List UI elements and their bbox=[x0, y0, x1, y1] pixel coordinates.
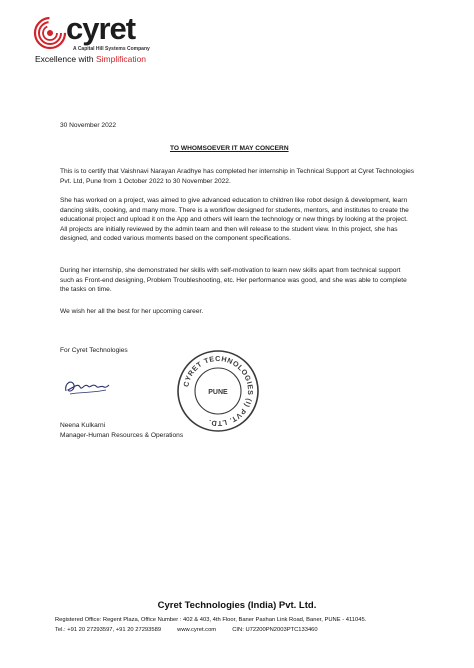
paragraph-performance: During her internship, she demonstrated her skills with self-motivation to learn new skills apart from technical support such as Front-end designing, Problem Troubleshooting, etc. Her performance was good, and she was able to complete the tasks on time. bbox=[60, 267, 407, 294]
tagline-highlight: Simplification bbox=[95, 54, 147, 64]
paragraph-wishes: We wish her all the best for her upcoming career. bbox=[60, 308, 204, 315]
footer-company-name: Cyret Technologies (India) Pvt. Ltd. bbox=[157, 600, 317, 611]
tagline-prefix: Excellence with bbox=[35, 54, 96, 64]
svg-text:CYRET TECHNOLOGIES (I) PVT. LT: CYRET TECHNOLOGIES (I) PVT. LTD. bbox=[181, 353, 256, 429]
signatory-title: Manager-Human Resources & Operations bbox=[60, 432, 184, 439]
handwritten-signature bbox=[62, 373, 112, 399]
tagline bbox=[35, 54, 146, 64]
signatory-name: Neena Kulkarni bbox=[60, 422, 106, 429]
logo-wordmark: cyret bbox=[66, 11, 136, 46]
letter-date: 30 November 2022 bbox=[60, 122, 117, 129]
logo-subtitle: A Capital Hill Systems Company bbox=[73, 46, 150, 52]
footer-address: Registered Office: Regent Plaza, Office Number : 402 & 403, 4th Floor, Baner Pashan Link Road, Baner, PUNE - 411045. bbox=[55, 617, 367, 623]
paragraph-certification: This is to certify that Vaishnavi Narayan Aradhye has completed her internship in Technical Support at Cyret Technologies Pvt. Ltd, Pune from 1 October 2022 to 30 November 2022. bbox=[60, 168, 415, 185]
company-stamp bbox=[175, 348, 261, 434]
letter-subject: TO WHOMSOEVER IT MAY CONCERN bbox=[170, 145, 289, 152]
paragraph-project: She has worked on a project, was aimed to give advanced education to children like robot design & development, learn dancing skills, cooking, and many more. There is a workflow designed for students, mentors, and institutes to create the educational project and upload it on the App and others will learn the technology or new things by looking at the project. All projects are initially reviewed by the admin team and then will release to the student view. In this project, she has designed, and coded various moments based on the component specifications. bbox=[60, 197, 409, 243]
footer-contact: Tel.: +91 20 27293597, +91 20 27293589 www.cyret.com CIN: U72200PN2003PTC133460 bbox=[55, 627, 318, 633]
logo-swirl-icon bbox=[33, 16, 67, 50]
signature-company-line: For Cyret Technologies bbox=[60, 347, 128, 354]
svg-text:PUNE: PUNE bbox=[208, 389, 228, 396]
